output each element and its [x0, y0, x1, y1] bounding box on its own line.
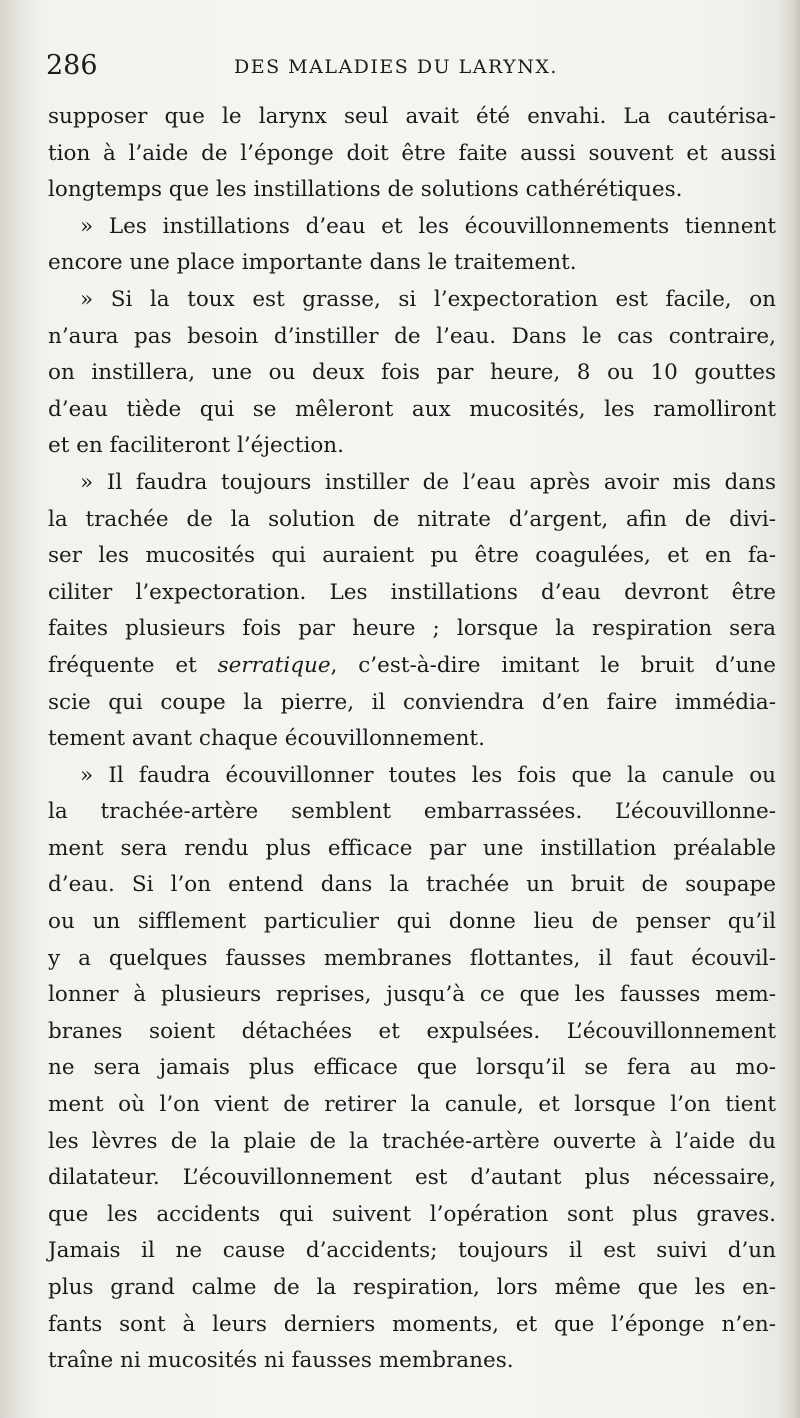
- text-line: plus grand calme de la respiration, lors même que les en-: [48, 1275, 776, 1300]
- text-line: les lèvres de la plaie de la trachée-artère ouverte à l’aide du: [48, 1128, 776, 1154]
- page-edge-shadow: [778, 0, 800, 1418]
- text-line: d’eau. Si l’on entend dans la trachée un bruit de soupape: [48, 872, 776, 898]
- text-line: encore une place importante dans le traitement.: [48, 250, 577, 276]
- text-line: la trachée-artère semblent embarrassées. L’écouvillonne-: [48, 799, 776, 825]
- text-line-with-italic: [48, 648, 776, 685]
- text-line: tement avant chaque écouvillonnement.: [48, 726, 485, 752]
- text-line: Jamais il ne cause d’accidents; toujours il est suivi d’un: [48, 1238, 776, 1264]
- text-line: » Si la toux est grasse, si l’expectoration est facile, on: [80, 286, 776, 312]
- page-binding-shadow: [0, 0, 34, 1418]
- page-header-title: DES MALADIES DU LARYNX.: [234, 56, 558, 78]
- text-line: ser les mucosités qui auraient pu être coagulées, et en fa-: [48, 543, 776, 569]
- text-line: scie qui coupe la pierre, il conviendra d’en faire immédia-: [48, 689, 776, 715]
- text-line: fants sont à leurs derniers moments, et que l’éponge n’en-: [48, 1311, 776, 1337]
- running-head: [46, 48, 776, 88]
- text-line: longtemps que les instillations de solutions cathérétiques.: [48, 177, 683, 203]
- body-text: [48, 99, 776, 1380]
- text-segment: , c’est-à-dire imitant le bruit d’une: [330, 652, 776, 678]
- text-line: » Il faudra toujours instiller de l’eau après avoir mis dans: [80, 469, 776, 495]
- text-line: » Il faudra écouvillonner toutes les fois que la canule ou: [80, 762, 776, 788]
- text-line: supposer que le larynx seul avait été envahi. La cautérisa-: [48, 104, 776, 129]
- text-line: ou un sifflement particulier qui donne lieu de penser qu’il: [48, 909, 776, 935]
- text-line: » Les instillations d’eau et les écouvillonnements tiennent: [80, 213, 776, 239]
- text-line: faites plusieurs fois par heure ; lorsque la respiration sera: [48, 616, 776, 642]
- text-line: la trachée de la solution de nitrate d’argent, afin de divi-: [48, 506, 776, 532]
- text-line: d’eau tiède qui se mêleront aux mucosités, les ramolliront: [48, 396, 776, 422]
- text-line: on instillera, une ou deux fois par heure, 8 ou 10 gouttes: [48, 360, 776, 386]
- text-line: lonner à plusieurs reprises, jusqu’à ce que les fausses mem-: [48, 982, 776, 1008]
- text-line: n’aura pas besoin d’instiller de l’eau. Dans le cas contraire,: [48, 323, 776, 349]
- text-line: ne sera jamais plus efficace que lorsqu’il se fera au mo-: [48, 1055, 776, 1081]
- page-number: 286: [46, 50, 98, 81]
- text-line: et en faciliteront l’éjection.: [48, 433, 344, 459]
- italic-term: serratique: [217, 652, 331, 678]
- text-line: ment sera rendu plus efficace par une instillation préalable: [48, 835, 776, 861]
- text-segment: fréquente et: [48, 652, 218, 678]
- text-line: ment où l’on vient de retirer la canule, et lorsque l’on tient: [48, 1092, 776, 1118]
- text-line: dilatateur. L’écouvillonnement est d’autant plus nécessaire,: [48, 1165, 776, 1191]
- text-line: traîne ni mucosités ni fausses membranes.: [48, 1348, 514, 1374]
- text-line: ciliter l’expectoration. Les instillations d’eau devront être: [48, 579, 776, 605]
- text-line: branes soient détachées et expulsées. L’écouvillonnement: [48, 1018, 776, 1044]
- text-line: que les accidents qui suivent l’opération sont plus graves.: [48, 1201, 776, 1227]
- text-line: tion à l’aide de l’éponge doit être faite aussi souvent et aussi: [48, 140, 776, 166]
- text-line: y a quelques fausses membranes flottantes, il faut écouvil-: [48, 945, 776, 971]
